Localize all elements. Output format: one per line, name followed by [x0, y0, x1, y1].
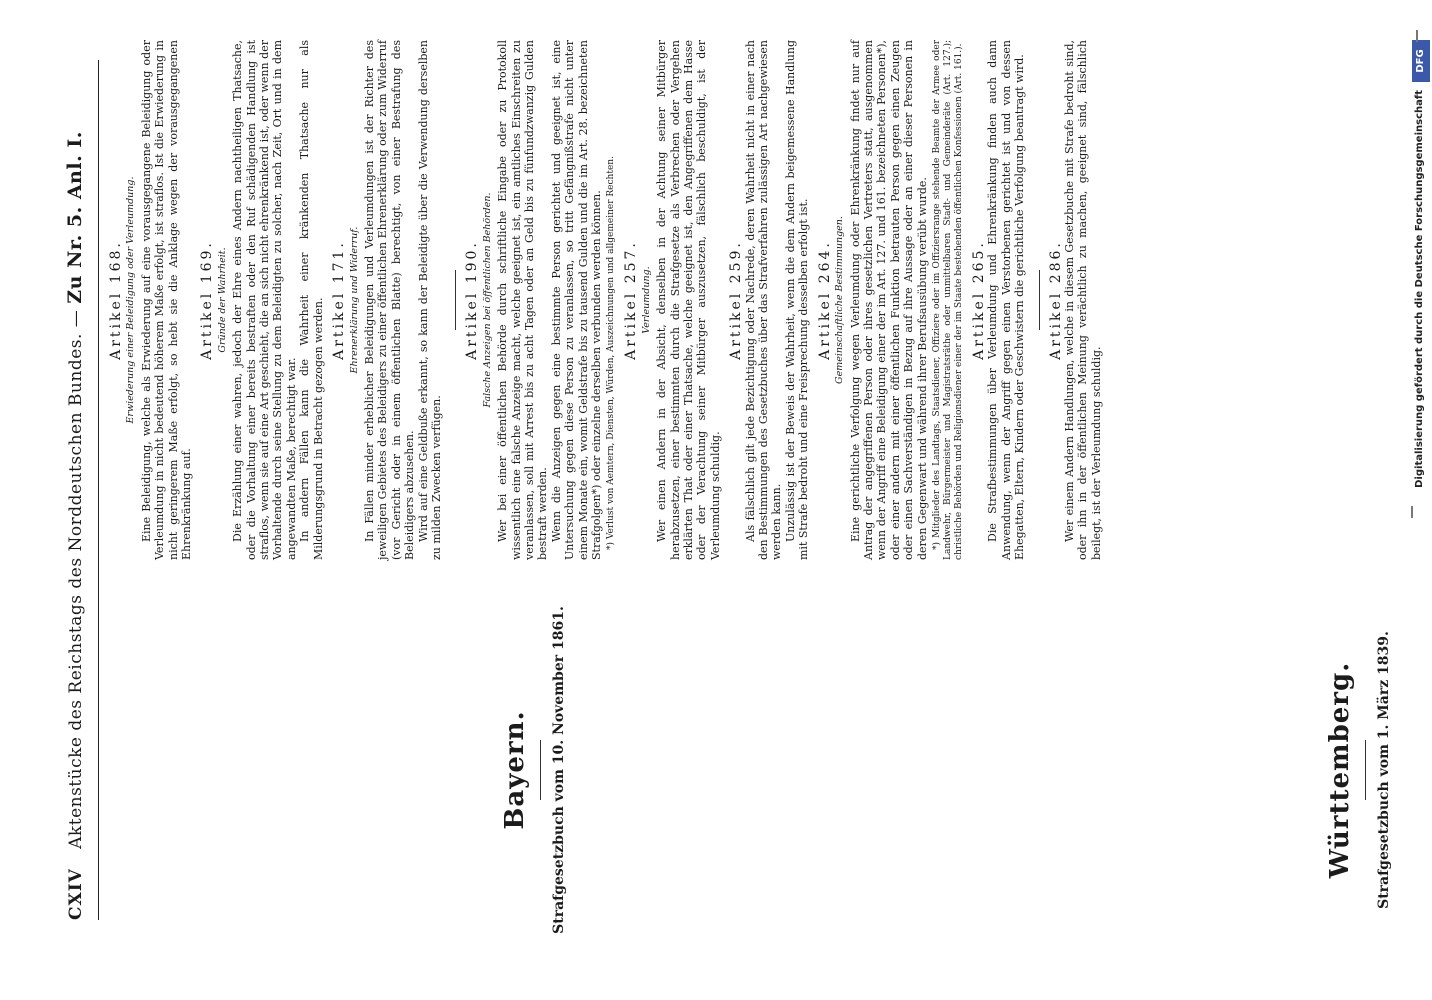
state-name: Württemberg. — [1325, 661, 1355, 879]
header-title: Aktenstücke des Reichstags des Norddeutschen Bundes. — [66, 333, 86, 849]
digitization-credit — [1412, 30, 1432, 990]
state-heading-bayern — [500, 560, 567, 980]
state-rule — [540, 740, 541, 800]
article-title: Artikel 257. — [623, 240, 640, 360]
article-paragraph: Wer bei einer öffentlichen Behörde durch schriftliche Eingabe oder zu Protokoll wissentlich eine falsche Anzeige macht, welche geeignet ist, ein amtliches Einschreiten zu veranlassen, soll mit Arrest bis zu acht Tagen oder an Geld bis zu fünfundzwanzig Gulden bestraft werden. — [496, 40, 550, 560]
scan-mark — [1411, 506, 1413, 518]
state-rule — [1365, 740, 1366, 800]
article-paragraph: Wenn die Anzeigen gegen eine bestimmte Person gerichtet und geeignet ist, eine Untersuchung gegen diese Person zu veranlassen, so tritt Gefängnißstrafe nicht unter einem Monate ein, womit Geldstrafe bis zu tausend Gulden und die im Art. 28. bezeichneten Strafgolgen*) oder einzelne derselben verbunden werden können. — [549, 40, 603, 560]
article-subtitle: Ehrenerklärung und Widerruf. — [348, 226, 360, 374]
article-paragraph: In Fällen minder erheblicher Beleidigungen und Verleumdungen ist der Richter des jeweiligen Gebietes des Beleidigers zu einer öffentlichen Ehrenerklärung oder zum Widerruf (vor Gericht oder in einem öffentlichen Blatte) berechtigt, von einer Bestrafung des Beleidigers abzusehen. — [362, 40, 417, 560]
article-subtitle: Gründe der Wahrheit. — [216, 247, 228, 353]
article-title: Artikel 190. — [464, 240, 481, 360]
article-title: Artikel 264. — [816, 240, 833, 360]
article-title: Artikel 171. — [331, 240, 348, 360]
header-dash: — — [66, 309, 86, 328]
article-paragraph: Eine Beleidigung, welche als Erwiederung auf eine vorausgegangene Beleidigung oder Verleumdung in nicht bedeutend höherem Maße erfolgt, ist straflos. Ist die Erwiederung in nicht geringerem Maße erfolgt, so hebt sie die Anklage wegen der vorausgegangenen Ehrenkränkung auf. — [139, 40, 194, 560]
article-paragraph: Wer einem Andern Handlungen, welche in diesem Gesetzbuche mit Strafe bedroht sind, oder ihn in der öffentlichen Meinung verächtlich zu machen, geeignet sind, fälschlich beilegt, ist der Verleumdung schuldig. — [1062, 40, 1103, 560]
running-header — [58, 60, 99, 920]
state-heading-wuerttemberg — [1325, 560, 1392, 980]
article-title: Artikel 168. — [108, 240, 124, 360]
article-subtitle: Verleumdung. — [640, 266, 652, 334]
article-subtitle: Erwiederung einer Beleidigung oder Verleumdung. — [125, 176, 137, 424]
header-reference: Zu Nr. 5. Anl. I. — [64, 131, 86, 304]
scan-mark — [1416, 30, 1418, 42]
article-title: Artikel 265. — [970, 240, 987, 360]
article-title: Artikel 259. — [728, 240, 745, 360]
page-number: CXIV — [66, 868, 86, 920]
law-reference: Strafgesetzbuch vom 1. März 1839. — [1376, 631, 1392, 909]
article-paragraph: Wird auf eine Geldbuße erkannt, so kann der Beleidigte über die Verwendung derselben zu milden Zwecken verfügen. — [416, 40, 443, 560]
article-paragraph: Als fälschlich gilt jede Bezichtigung oder Nachrede, deren Wahrheit nicht in einer nach den Bestimmungen des Gesetzbuches über das Strafverfahren zulässigen Art nachgewiesen werden kann. — [743, 40, 784, 560]
footnote: *) Mitglieder des Landtags, Staatsdiener, Offiziere oder im Offiziersrange stehende Beamte der Armee oder Landwehr, Bürgermeister und Magistratsräthe oder unmittelbaren Stadt- und Gemeinderäte (Art. 127.); christliche Behörden und Religionsdiener einer der im Staate bestehenden öffentlichen Konfessionen (Art. 161.). — [931, 40, 964, 560]
article-paragraph: Unzulässig ist der Beweis der Wahrheit, wenn die dem Andern beigemessene Handlung mit Strafe bedroht und eine Freisprechung desselben erfolgt ist. — [783, 40, 811, 560]
credit-text: Digitalisierung gefördert durch die Deutsche Forschungsgemeinschaft — [1414, 90, 1425, 488]
article-title: Artikel 286. — [1047, 240, 1064, 360]
section-separator — [1039, 270, 1040, 330]
article-paragraph: Die Erzählung einer wahren, jedoch der Ehre eines Andern nachtheiligen Thatsache, oder die Vorhaltung einer bereits bestraften oder den Ruf schädigenden Handlung ist straflos, wenn sie auf eine Art geschieht, die an sich nicht ehrenkränkend ist, oder wenn der Vorhaltende durch seine Stellung zu dem Beleidigten zu solcher, nach Zeit, Ort und in dem angewandten Maße, berechtigt war. — [231, 40, 298, 560]
article-paragraph: In andern Fällen kann die Wahrheit einer kränkenden Thatsache nur als Milderungsgrund in Betracht gezogen werden. — [298, 40, 325, 560]
header-title-line — [64, 60, 86, 920]
state-name: Bayern. — [500, 710, 530, 830]
article-paragraph: Wer einen Andern in der Absicht, denselben in der Achtung seiner Mitbürger herabzusetzen, einer bestimmten durch die Strafgesetze als Verbrechen oder Vergehen erklärten That oder einer Thatsache, welche geeignet ist, den Angegriffenen dem Hasse oder der Verachtung seiner Mitbürger auszusetzen, fälschlich beschuldigt, ist der Verleumdung schuldig. — [655, 40, 722, 560]
section-separator — [455, 270, 456, 330]
footnote: *) Verlust von Aemtern, Diensten, Würden, Auszeichnungen und allgemeiner Rechten. — [606, 156, 617, 550]
state-column — [110, 560, 1390, 1000]
article-paragraph: Eine gerichtliche Verfolgung wegen Verleumdung oder Ehrenkränkung findet nur auf Antrag der angegriffenen Person oder ihres gesetzlichen Vertreters statt, ausgenommen wenn der Angriff eine Beleidigung einer der im Art. 127. und 161. bezeichneten Personen*), oder einer andern mit einer öffentlichen Funktion betrauten Person gegen einen Zeugen oder einen Sachverständigen in Bezug auf ihre Aussage oder an einer dieser Personen in deren Gegenwart und während ihrer Berufsausübung verübt wurde. — [848, 40, 929, 560]
articles-column — [110, 40, 1400, 560]
article-subtitle: Gemeinschaftliche Bestimmungen. — [834, 216, 846, 384]
article-subtitle: Falsche Anzeigen bei öffentlichen Behörden. — [481, 192, 493, 408]
law-reference: Strafgesetzbuch vom 10. November 1861. — [551, 606, 567, 934]
dfg-logo: DFG — [1412, 40, 1430, 82]
article-title: Artikel 169. — [199, 240, 216, 360]
article-paragraph: Die Strafbestimmungen über Verleumdung und Ehrenkränkung finden auch dann Anwendung, wenn der Angriff gegen einen Verstorbenen gerichtet ist und von dessen Ehegatten, Eltern, Kindern oder Geschwistern die gerichtliche Verfolgung beantragt wird. — [986, 40, 1027, 560]
